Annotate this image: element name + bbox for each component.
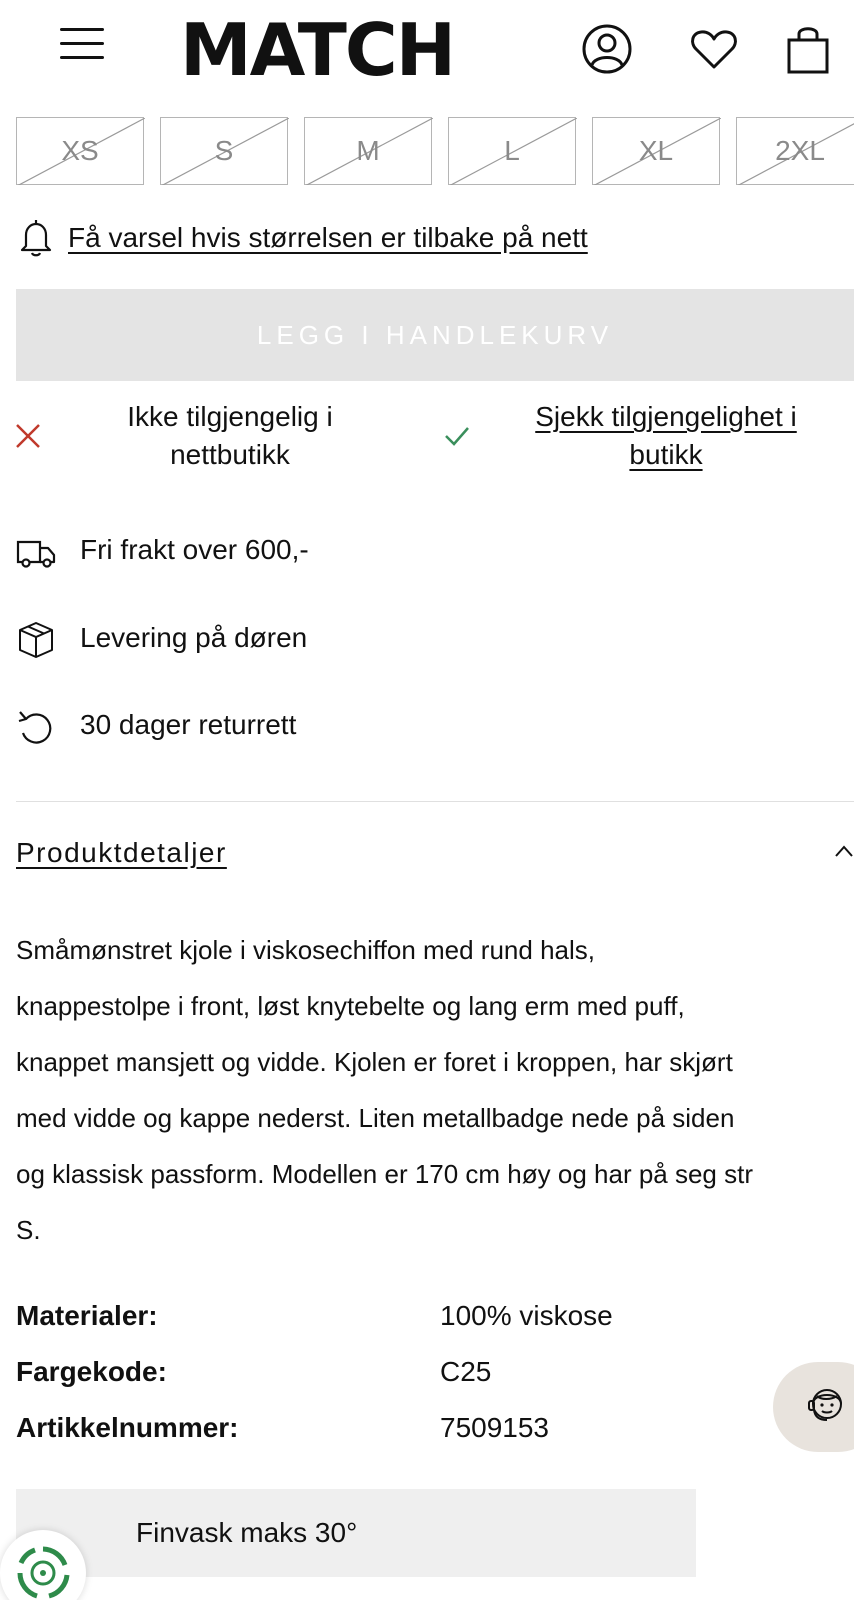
benefit-text: Levering på døren	[80, 622, 308, 653]
spec-label-color-code: Fargekode:	[16, 1356, 167, 1387]
size-option-xs[interactable]	[16, 117, 144, 185]
size-label: XS	[61, 135, 99, 166]
x-icon	[14, 422, 42, 450]
size-selector	[16, 117, 854, 185]
customer-service-icon	[805, 1382, 849, 1430]
size-option-s[interactable]	[160, 117, 288, 185]
description-line: med vidde og kappe nederst. Liten metallbadge nede på siden	[16, 1103, 735, 1133]
benefit-text: Fri frakt over 600,-	[80, 534, 309, 565]
description-line: S.	[16, 1215, 41, 1245]
care-instruction-text: Finvask maks 30°	[136, 1517, 358, 1548]
return-arrow-icon	[16, 707, 56, 747]
size-label: S	[214, 135, 234, 166]
online-availability-status	[90, 398, 370, 474]
care-instruction	[16, 1489, 696, 1577]
add-to-cart-button[interactable]: LEGG I HANDLEKURV	[16, 289, 854, 381]
description-line: Småmønstret kjole i viskosechiffon med rund hals,	[16, 935, 595, 965]
online-availability-line2: nettbutikk	[170, 439, 290, 470]
size-label: L	[504, 135, 520, 166]
description-line: knappestolpe i front, løst knytebelte og lang erm med puff,	[16, 991, 685, 1021]
site-header	[0, 0, 854, 100]
bell-icon	[18, 218, 54, 258]
heart-icon[interactable]	[687, 22, 741, 76]
section-divider	[16, 801, 854, 802]
chevron-up-icon[interactable]	[834, 844, 854, 858]
recycle-badge-icon	[13, 1543, 73, 1600]
size-option-2xl[interactable]	[736, 117, 854, 185]
description-line: og klassisk passform. Modellen er 170 cm høy og har på seg str	[16, 1159, 753, 1189]
shopping-bag-icon[interactable]	[781, 22, 835, 76]
product-details-toggle[interactable]: Produktdetaljer	[16, 837, 227, 868]
site-logo[interactable]: MATCH	[180, 8, 454, 92]
size-option-xl[interactable]	[592, 117, 720, 185]
size-label: M	[356, 135, 380, 166]
spec-label-article-number: Artikkelnummer:	[16, 1412, 239, 1443]
check-icon	[443, 424, 471, 448]
package-icon	[16, 620, 56, 660]
size-option-l[interactable]	[448, 117, 576, 185]
store-availability-line1: Sjekk tilgjengelighet i	[535, 401, 797, 432]
store-availability-line2: butikk	[629, 439, 703, 470]
spec-value-material: 100% viskose	[440, 1300, 613, 1331]
spec-value-color-code: C25	[440, 1356, 492, 1387]
spec-value-article-number: 7509153	[440, 1412, 550, 1443]
benefit-text: 30 dager returrett	[80, 709, 297, 740]
hamburger-menu-icon[interactable]	[60, 26, 104, 62]
truck-icon	[16, 532, 56, 572]
size-label: XL	[638, 135, 674, 166]
size-label: 2XL	[775, 135, 825, 166]
size-option-m[interactable]	[304, 117, 432, 185]
user-account-icon[interactable]	[580, 22, 634, 76]
check-store-availability-link[interactable]	[505, 398, 827, 474]
restock-notify-text: Få varsel hvis størrelsen er tilbake på nett	[68, 222, 588, 253]
customer-service-chat-button[interactable]	[773, 1362, 854, 1452]
online-availability-line1: Ikke tilgjengelig i	[127, 401, 333, 432]
description-line: knappet mansjett og vidde. Kjolen er foret i kroppen, har skjørt	[16, 1047, 733, 1077]
spec-label-material: Materialer:	[16, 1300, 158, 1331]
